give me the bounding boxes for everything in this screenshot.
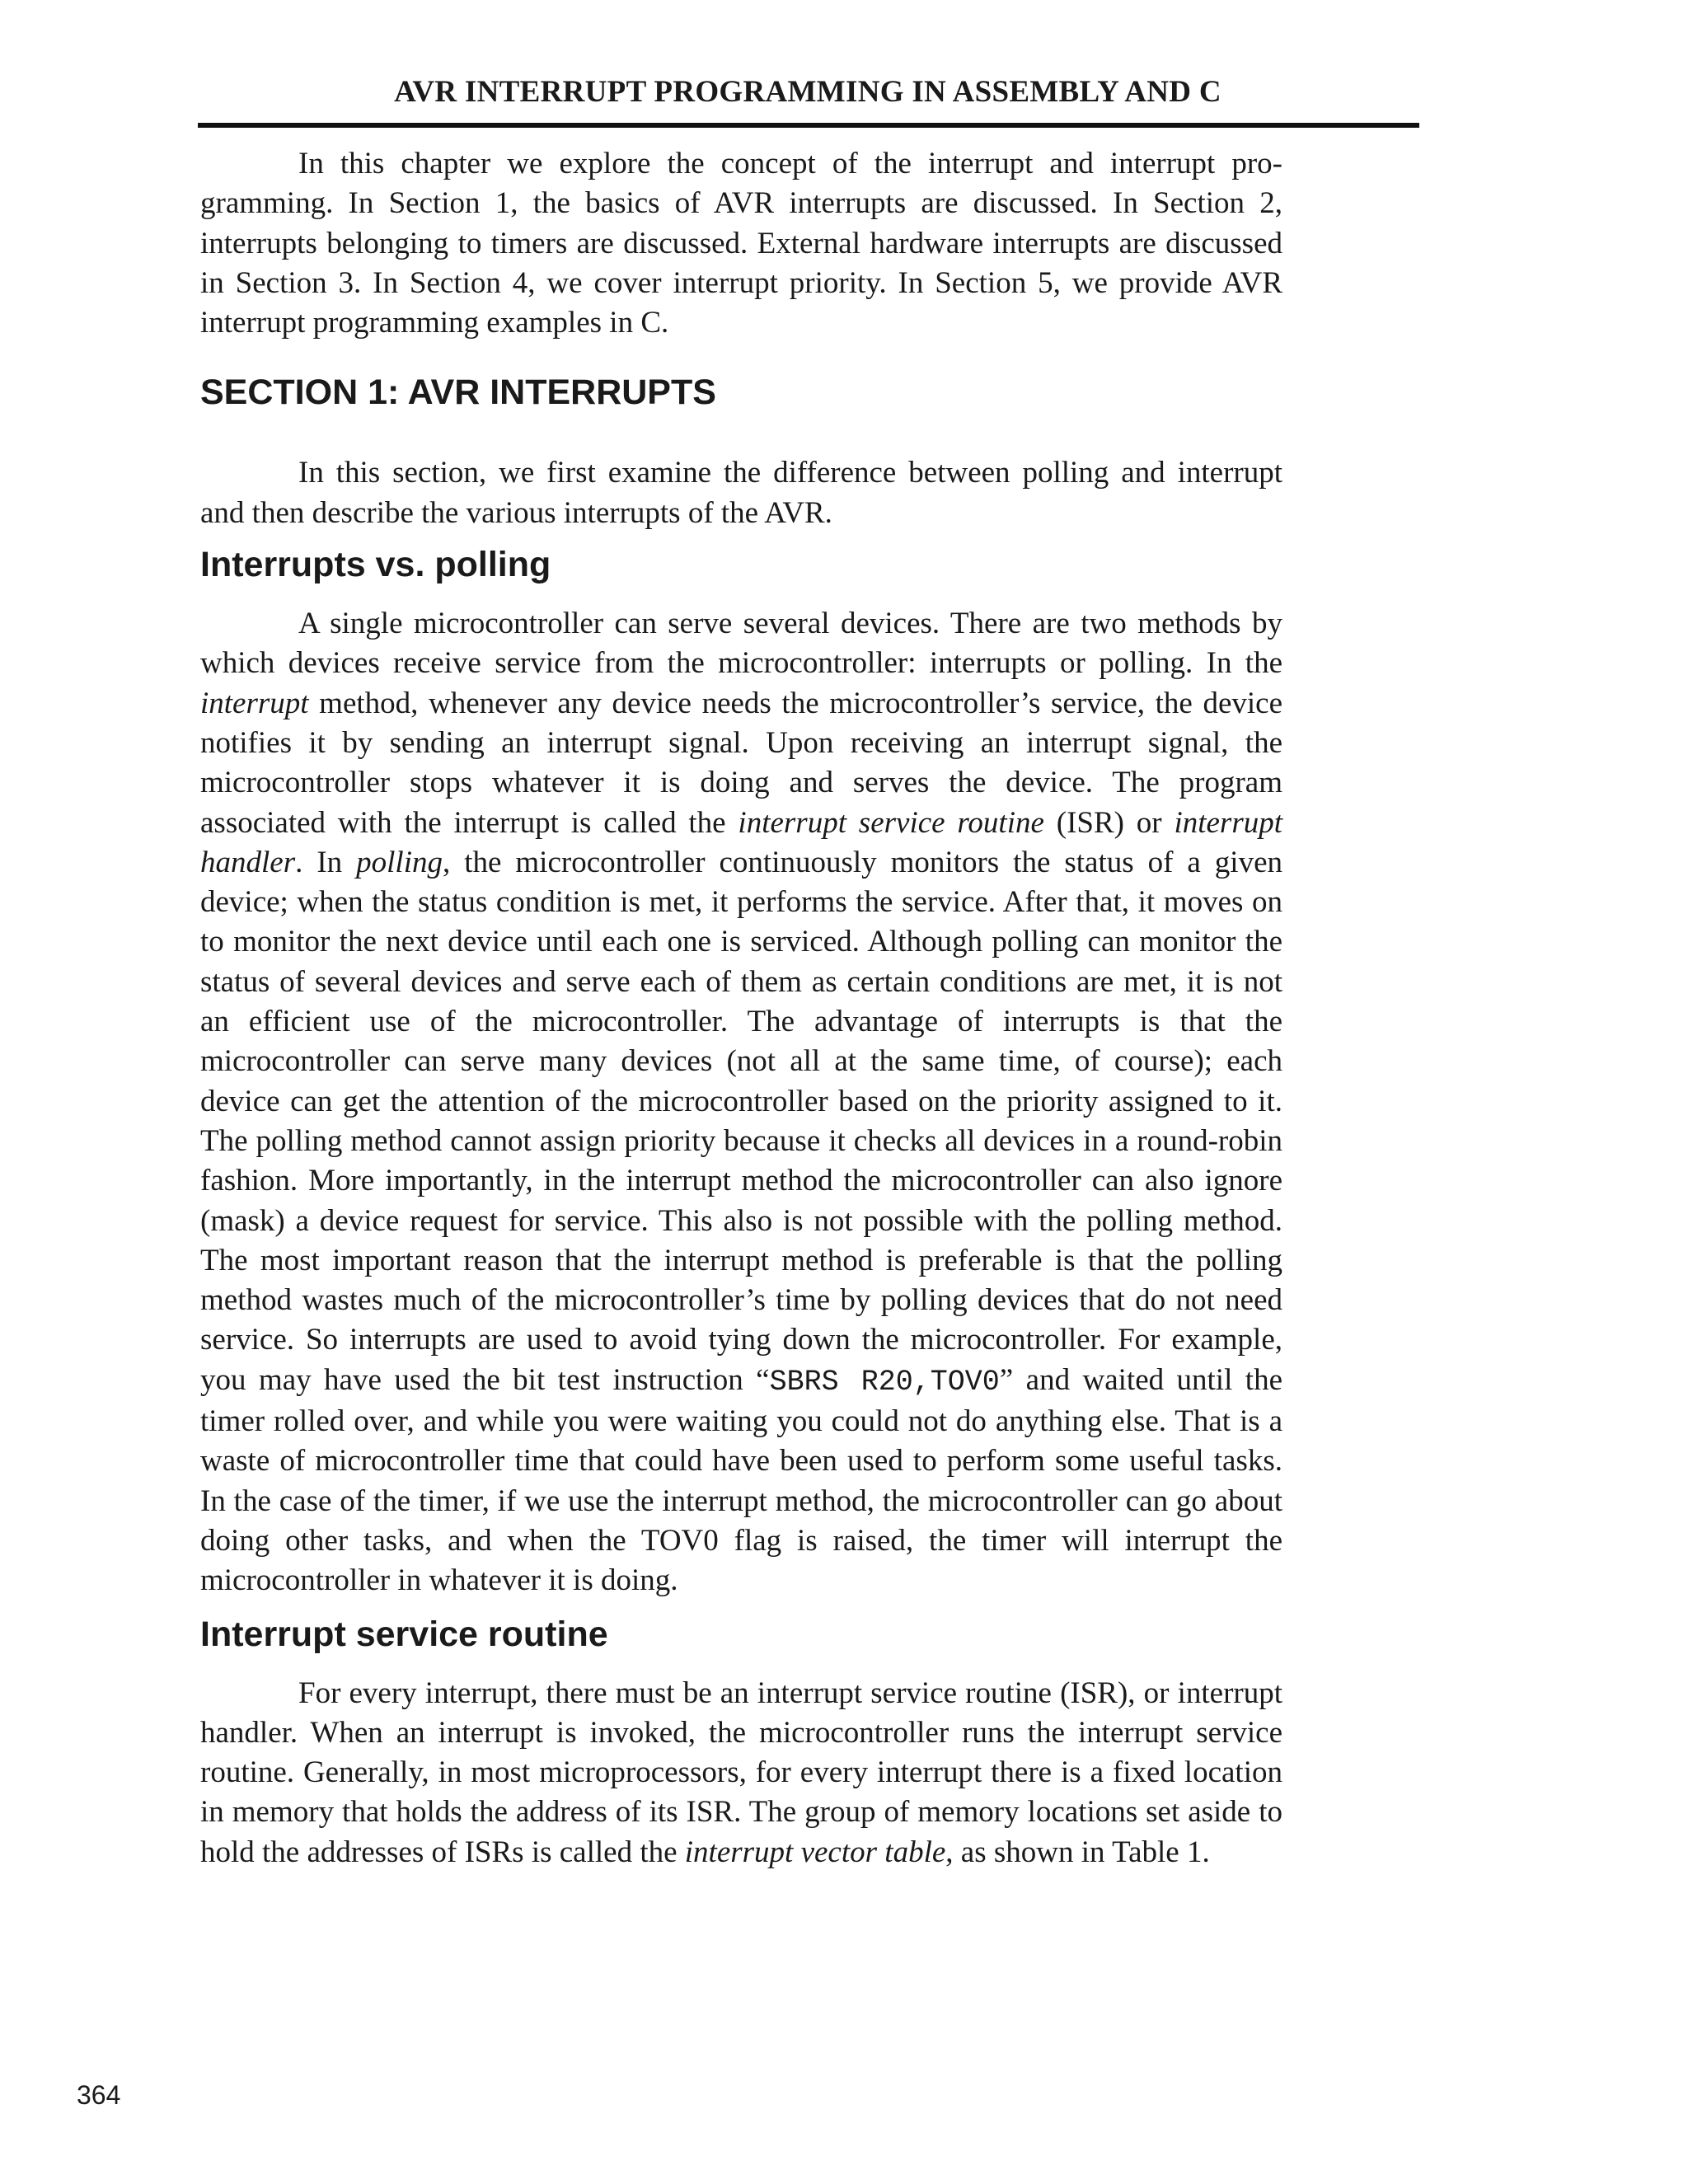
code-sbrs-instruction: SBRS R20,TOV0 — [769, 1365, 1000, 1399]
interrupts-vs-polling-paragraph — [200, 604, 1282, 1601]
term-polling: polling — [356, 845, 443, 879]
isr-text-2: , as shown in Table 1. — [945, 1835, 1210, 1869]
term-interrupt-service-routine: interrupt service routine — [738, 805, 1044, 840]
section-1-paragraph: In this section, we first examine the difference between polling and interrupt and then describe the various interrupts of the AVR. — [200, 456, 1282, 530]
polling-text-5: , the microcontroller continuously monitors the status of a given device; when the status condition is met, it performs the service. After that, it moves on to monitor the next device until each one is serviced. Although polling can monitor the status of several devices and serve each of them as certain conditions are met, it is not an efficient use of the microcontroller. The advantage of interrupts is that the microcontroller can serve many devices (not all at the same time, of course); each device can get the attention of the microcontroller based on the priority assigned to it. The polling method cannot assign priority because it checks all devices in a round-robin fashion. More importantly, in the interrupt method the microcontroller can also ignore (mask) a device request for service. This also is not possible with the polling method. The most important reason that the interrupt method is preferable is that the polling method wastes much of the microcontroller’s time by polling devices that do not need service. So interrupts are used to avoid tying down the microcontroller. For example, you may have used the bit test instruction “ — [200, 845, 1282, 1397]
isr-text-1: For every interrupt, there must be an interrupt service routine (ISR), or interrupt handler. When an interrupt is invoked, the microcontroller runs the interrupt service routine. Generally, in most microprocessors, for every interrupt there is a fixed location in memory that holds the address of its ISR. The group of memory locations set aside to hold the addresses of ISRs is called the — [200, 1675, 1282, 1869]
section-1-heading: SECTION 1: AVR INTERRUPTS — [200, 373, 716, 413]
page-number: 364 — [77, 2080, 121, 2110]
page-body — [200, 144, 1282, 1872]
term-interrupt: interrupt — [200, 686, 309, 720]
interrupt-service-routine-paragraph — [200, 1674, 1282, 1872]
interrupts-vs-polling-heading: Interrupts vs. polling — [200, 545, 551, 585]
polling-text-2: method, whenever any device needs the microcontroller’s service, the device notifies it by sending an interrupt signal. Upon receiving an interrupt signal, the microcontroller stops whatever it is doing and serves the device. The program associated with the interrupt is called the — [200, 686, 1282, 840]
header-rule — [198, 123, 1419, 128]
interrupt-service-routine-heading: Interrupt service routine — [200, 1614, 608, 1654]
polling-text-3: (ISR) or — [1043, 805, 1175, 840]
intro-paragraph: In this chapter we explore the concept of the interrupt and interrupt programming. In Section 1, the basics of AVR interrupts are discussed. In Section 2, interrupts belonging to timers are discussed. External hardware interrupts are discussed in Section 3. In Section 4, we cover interrupt priority. In Section 5, we provide AVR interrupt programming examples in C. — [200, 147, 1282, 340]
term-interrupt-vector-table: interrupt vector table — [684, 1835, 946, 1869]
polling-text-6: ” and waited until the timer rolled over, and while you were waiting you could not do anything else. That is a waste of microcontroller time that could have been used to perform some useful tasks. In the case of the timer, if we use the interrupt method, the microcontroller can go about doing other tasks, and when the TOV0 flag is raised, the timer will interrupt the microcontroller in whatever it is doing. — [200, 1362, 1282, 1598]
polling-text-4: . In — [295, 845, 357, 879]
polling-text-1: A single microcontroller can serve several devices. There are two methods by which devices receive service from the microcontroller: interrupts or polling. In the — [200, 607, 1282, 681]
running-head-title: AVR INTERRUPT PROGRAMMING IN ASSEMBLY AND C — [394, 75, 1221, 109]
term-interrupt-handler: interrupt handler — [200, 805, 1283, 879]
